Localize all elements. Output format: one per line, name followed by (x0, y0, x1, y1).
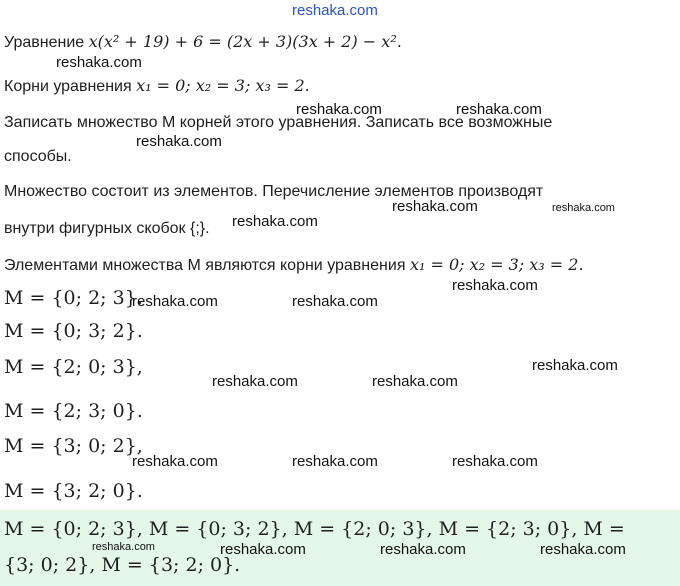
roots-label: Корни уравнения (4, 78, 132, 95)
equation-line (4, 32, 402, 52)
watermark-top: reshaka.com (292, 2, 378, 19)
watermark: reshaka.com (92, 541, 155, 553)
answer-line-2: {3; 0; 2}, M = {3; 2; 0}. (4, 554, 241, 576)
watermark: reshaka.com (132, 293, 218, 310)
elements-line (4, 255, 584, 275)
watermark: reshaka.com (132, 453, 218, 470)
roots-line (4, 76, 310, 96)
watermark: reshaka.com (372, 373, 458, 390)
watermark: reshaka.com (532, 357, 618, 374)
watermark: reshaka.com (136, 133, 222, 150)
watermark: reshaka.com (212, 373, 298, 390)
elements-formula: x₁ = 0; x₂ = 3; x₃ = 2. (409, 255, 584, 274)
watermark: reshaka.com (296, 101, 382, 118)
equation-formula: x(x² + 19) + 6 = (2x + 3)(3x + 2) − x². (88, 32, 402, 51)
set-option: M = {3; 0; 2}, (4, 435, 143, 457)
answer-line-1: M = {0; 2; 3}, M = {0; 3; 2}, M = {2; 0; 3}, M = {2; 3; 0}, M = (4, 518, 625, 540)
set-option: M = {2; 0; 3}, (4, 356, 143, 378)
watermark: reshaka.com (292, 293, 378, 310)
task-text: Записать множество М корней этого уравнения. Записать все возможные (4, 114, 553, 131)
set-option: M = {3; 2; 0}. (4, 480, 143, 502)
explanation-text-cont: внутри фигурных скобок {;}. (4, 220, 210, 237)
watermark: reshaka.com (56, 54, 142, 71)
watermark: reshaka.com (220, 541, 306, 558)
watermark: reshaka.com (232, 213, 318, 230)
watermark: reshaka.com (452, 277, 538, 294)
task-text-cont: способы. (4, 148, 72, 165)
watermark: reshaka.com (392, 198, 478, 215)
roots-formula: x₁ = 0; x₂ = 3; x₃ = 2. (136, 76, 310, 95)
watermark: reshaka.com (380, 541, 466, 558)
set-option: M = {0; 3; 2}. (4, 320, 143, 342)
equation-label: Уравнение (4, 34, 85, 51)
watermark: reshaka.com (456, 101, 542, 118)
watermark: reshaka.com (540, 541, 626, 558)
watermark: reshaka.com (552, 202, 615, 214)
watermark: reshaka.com (452, 453, 538, 470)
elements-label: Элементами множества М являются корни уравнения (4, 257, 406, 274)
explanation-text: Множество состоит из элементов. Перечисление элементов производят (4, 183, 544, 200)
set-option: M = {2; 3; 0}. (4, 400, 143, 422)
set-option: M = {0; 2; 3}. (4, 287, 143, 309)
watermark: reshaka.com (292, 453, 378, 470)
